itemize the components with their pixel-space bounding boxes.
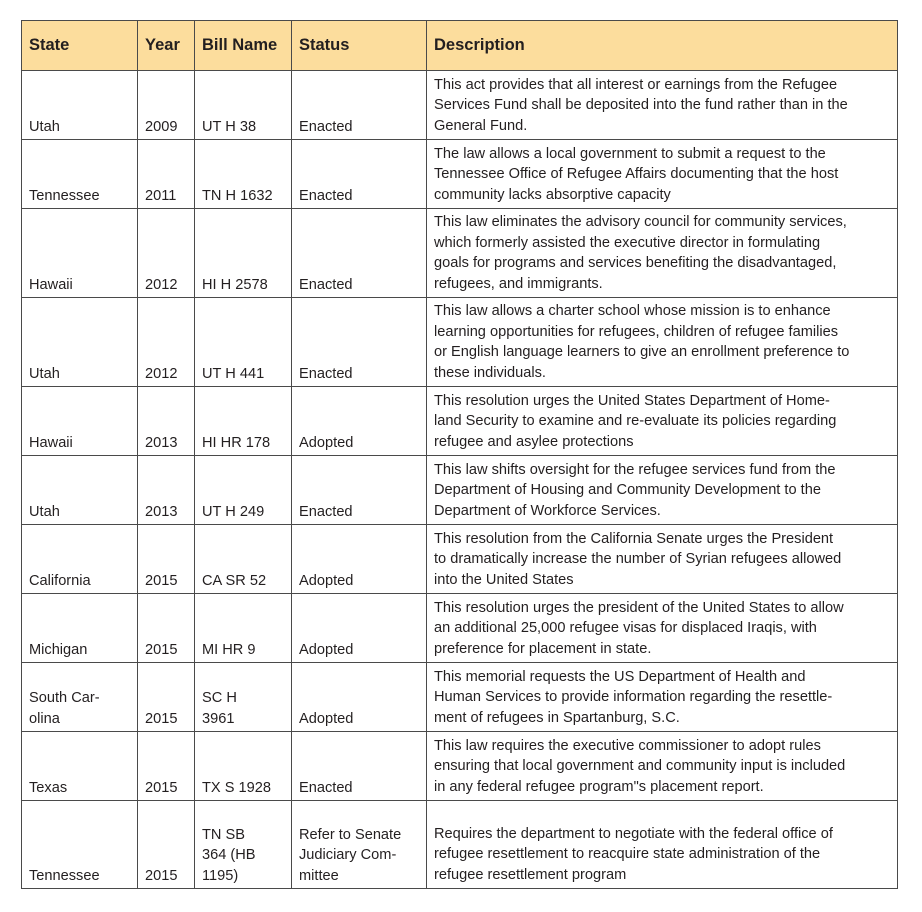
cell-bill-name — [195, 801, 292, 889]
cell-description — [427, 663, 898, 732]
cell-status — [292, 387, 427, 456]
cell-bill-name — [195, 594, 292, 663]
cell-bill-name — [195, 387, 292, 456]
table-row — [22, 209, 898, 298]
bill-name-text: HI HR 178 — [202, 435, 271, 452]
table-row — [22, 140, 898, 209]
table-row — [22, 801, 898, 889]
status-text: Refer to Senate Judiciary Com- mittee — [299, 826, 402, 885]
table-row — [22, 387, 898, 456]
year-text: 2013 — [145, 435, 178, 452]
state-text: Tennessee — [29, 868, 100, 885]
description-text: This memorial requests the US Department of Health and Human Services to provide information regarding the resettle- ment of refugees in Spartanburg, S.C. — [434, 668, 833, 727]
header-state: State — [22, 21, 138, 71]
status-text: Enacted — [299, 366, 353, 383]
cell-year — [138, 732, 195, 801]
description-text: This law allows a charter school whose mission is to enhance learning opportunities for refugees, children of refugee families or English language learners to give an enrollment preference to these individuals. — [434, 302, 850, 382]
status-text: Enacted — [299, 188, 353, 205]
bill-name-text: SC H 3961 — [202, 690, 237, 728]
cell-state — [22, 140, 138, 209]
header-row — [22, 21, 898, 71]
description-text: Requires the department to negotiate with the federal office of refugee resettlement to reacquire state administration of the refugee resettlement program — [434, 825, 833, 884]
table-body — [22, 71, 898, 889]
status-text: Enacted — [299, 780, 353, 797]
legislation-table — [21, 20, 898, 889]
cell-status — [292, 209, 427, 298]
cell-year — [138, 456, 195, 525]
state-text: Hawaii — [29, 277, 73, 294]
bill-name-text: TN SB 364 (HB 1195) — [202, 826, 256, 885]
table-row — [22, 594, 898, 663]
cell-description — [427, 594, 898, 663]
state-text: Hawaii — [29, 435, 73, 452]
year-text: 2015 — [145, 642, 178, 659]
state-text: Utah — [29, 366, 60, 383]
cell-year — [138, 801, 195, 889]
cell-status — [292, 525, 427, 594]
status-text: Adopted — [299, 573, 354, 590]
cell-bill-name — [195, 140, 292, 209]
status-text: Adopted — [299, 642, 354, 659]
table-row — [22, 525, 898, 594]
table-header — [22, 21, 898, 71]
cell-description — [427, 298, 898, 387]
cell-description — [427, 209, 898, 298]
state-text: Tennessee — [29, 188, 100, 205]
cell-status — [292, 456, 427, 525]
cell-bill-name — [195, 732, 292, 801]
bill-name-text: UT H 441 — [202, 366, 265, 383]
state-text: Michigan — [29, 642, 88, 659]
description-text: This law shifts oversight for the refugee services fund from the Department of Housing and Community Development to the Department of Workforce Services. — [434, 461, 836, 520]
cell-year — [138, 525, 195, 594]
cell-description — [427, 456, 898, 525]
cell-bill-name — [195, 525, 292, 594]
year-text: 2015 — [145, 711, 178, 728]
year-text: 2012 — [145, 366, 178, 383]
state-text: Utah — [29, 504, 60, 521]
status-text: Adopted — [299, 435, 354, 452]
description-text: The law allows a local government to submit a request to the Tennessee Office of Refugee Affairs documenting that the host community lacks absorptive capacity — [434, 145, 839, 204]
state-text: California — [29, 573, 91, 590]
state-text: Utah — [29, 119, 60, 136]
table-row — [22, 298, 898, 387]
header-description: Description — [427, 21, 898, 71]
cell-year — [138, 387, 195, 456]
bill-name-text: TX S 1928 — [202, 780, 271, 797]
cell-year — [138, 209, 195, 298]
bill-name-text: UT H 249 — [202, 504, 265, 521]
cell-bill-name — [195, 71, 292, 140]
cell-description — [427, 525, 898, 594]
year-text: 2015 — [145, 573, 178, 590]
description-text: This law requires the executive commissioner to adopt rules ensuring that local government and community input is included in any federal refugee program"s placement report. — [434, 737, 846, 796]
cell-description — [427, 732, 898, 801]
cell-state — [22, 298, 138, 387]
cell-state — [22, 71, 138, 140]
cell-status — [292, 594, 427, 663]
cell-state — [22, 387, 138, 456]
description-text: This law eliminates the advisory council for community services, which formerly assisted the executive director in formulating goals for programs and services benefiting the disadvantaged, refugees, and immigrants. — [434, 213, 847, 293]
table-row — [22, 663, 898, 732]
bill-name-text: MI HR 9 — [202, 642, 256, 659]
cell-state — [22, 594, 138, 663]
cell-bill-name — [195, 663, 292, 732]
cell-year — [138, 298, 195, 387]
header-bill-name: Bill Name — [195, 21, 292, 71]
cell-state — [22, 732, 138, 801]
description-text: This resolution from the California Senate urges the President to dramatically increase the number of Syrian refugees allowed into the United States — [434, 530, 842, 589]
year-text: 2013 — [145, 504, 178, 521]
cell-year — [138, 663, 195, 732]
cell-bill-name — [195, 298, 292, 387]
description-text: This resolution urges the United States Department of Home- land Security to examine and re-evaluate its policies regarding refugee and asylee protections — [434, 392, 837, 451]
cell-description — [427, 387, 898, 456]
year-text: 2011 — [145, 188, 177, 205]
cell-state — [22, 456, 138, 525]
cell-status — [292, 732, 427, 801]
year-text: 2015 — [145, 868, 178, 885]
description-text: This resolution urges the president of the United States to allow an additional 25,000 refugee visas for displaced Iraqis, with preference for placement in state. — [434, 599, 844, 658]
cell-status — [292, 663, 427, 732]
bill-name-text: UT H 38 — [202, 119, 257, 136]
cell-bill-name — [195, 456, 292, 525]
status-text: Adopted — [299, 711, 354, 728]
cell-state — [22, 525, 138, 594]
table-row — [22, 732, 898, 801]
table-row — [22, 456, 898, 525]
header-year: Year — [138, 21, 195, 71]
cell-status — [292, 140, 427, 209]
status-text: Enacted — [299, 277, 353, 294]
bill-name-text: CA SR 52 — [202, 573, 267, 590]
cell-status — [292, 298, 427, 387]
cell-description — [427, 801, 898, 889]
year-text: 2012 — [145, 277, 178, 294]
cell-description — [427, 71, 898, 140]
status-text: Enacted — [299, 119, 353, 136]
year-text: 2015 — [145, 780, 178, 797]
cell-status — [292, 71, 427, 140]
state-text: South Car- olina — [29, 690, 100, 728]
cell-state — [22, 209, 138, 298]
bill-name-text: HI H 2578 — [202, 277, 268, 294]
year-text: 2009 — [145, 119, 178, 136]
state-text: Texas — [29, 780, 68, 797]
bill-name-text: TN H 1632 — [202, 188, 273, 205]
table-row — [22, 71, 898, 140]
header-status: Status — [292, 21, 427, 71]
cell-year — [138, 140, 195, 209]
cell-status — [292, 801, 427, 889]
cell-bill-name — [195, 209, 292, 298]
cell-year — [138, 594, 195, 663]
status-text: Enacted — [299, 504, 353, 521]
cell-state — [22, 801, 138, 889]
cell-year — [138, 71, 195, 140]
cell-state — [22, 663, 138, 732]
description-text: This act provides that all interest or earnings from the Refugee Services Fund shall be deposited into the fund rather than in the General Fund. — [434, 76, 848, 135]
cell-description — [427, 140, 898, 209]
